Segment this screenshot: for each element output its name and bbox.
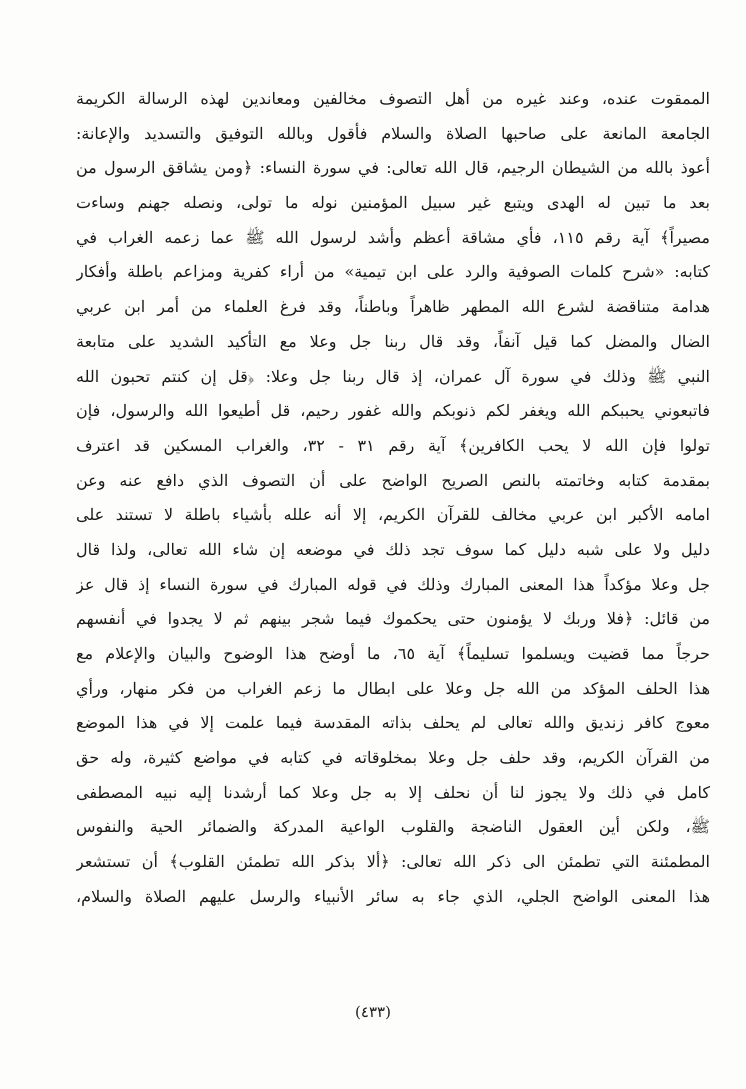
- text-line: مصيراً﴾ آية رقم ١١٥، فأي مشاقة أعظم وأشد لرسول الله ﷺ عما زعمه الغراب في: [76, 227, 710, 247]
- text-line: هدامة متناقضة لشرع الله المطهر ظاهراً وباطناً، وقد فرغ العلماء من أمر ابن عربي: [76, 297, 710, 317]
- text-line: من القرآن الكريم، وقد حلف جل وعلا بمخلوقاته في كتابه في مواضع كثيرة، وله حق: [76, 748, 710, 768]
- text-line: من قائل: ﴿فلا وربك لا يؤمنون حتى يحكموك فيما شجر بينهم ثم لا يجدوا في أنفسهم: [76, 609, 710, 629]
- text-line: دليل ولا على شبه دليل كما سوف تجد ذلك في موضعه إن شاء الله تعالى، ولذا قال: [76, 539, 710, 559]
- text-line: كامل في ذلك ولا يجوز لنا أن نحلف إلا به جل وعلا كما أرشدنا إليه نبيه المصطفى: [76, 782, 710, 802]
- text-line: الجامعة المانعة على صاحبها الصلاة والسلام فأقول وبالله التوفيق والتسديد والإعانة:: [76, 123, 710, 143]
- text-line: الممقوت عنده، وعند غيره من أهل التصوف مخالفين ومعاندين لهذه الرسالة الكريمة: [76, 89, 710, 108]
- text-line: كتابه: «شرح كلمات الصوفية والرد على ابن تيمية» من أراء كفرية ومزاعم باطلة وأفكار: [76, 262, 710, 282]
- body-text: [76, 82, 710, 915]
- text-line: فاتبعوني يحببكم الله ويغفر لكم ذنوبكم والله غفور رحيم، قل أطيعوا الله والرسول، فإن: [76, 401, 710, 421]
- text-line: جل وعلا مؤكداً هذا المعنى المبارك وذلك في قوله المبارك في سورة النساء إذ قال عز: [76, 574, 710, 594]
- text-line: بمقدمة كتابه وخاتمته بالنص الصريح الواضح على أن التصوف الذي دافع عنه وعن: [76, 470, 710, 490]
- text-line: بعد ما تبين له الهدى ويتبع غير سبيل المؤمنين نوله ما تولى، ونصله جهنم وساءت: [76, 193, 710, 213]
- text-line: أعوذ بالله من الشيطان الرجيم، قال الله تعالى: في سورة النساء: ﴿ومن يشاقق الرسول من: [76, 158, 710, 178]
- text-line: هذا الحلف المؤكد من الله جل وعلا على ابطال ما زعم الغراب من فكر منهار، ورأي: [76, 678, 710, 698]
- page-number: (٤٣٣): [355, 1003, 391, 1021]
- text-line: تولوا فإن الله لا يحب الكافرين﴾ آية رقم ٣١ - ٣٢، والغراب المسكين قد اعترف: [76, 435, 710, 455]
- text-line: ﷺ، ولكن أين العقول الناضجة والقلوب الواعية المدركة والضمائر الحية والنفوس: [76, 817, 710, 837]
- text-line: الضال والمضل كما قيل آنفاً، وقد قال ربنا جل وعلا مع التأكيد الشديد على متابعة: [76, 331, 710, 351]
- text-line: حرجاً مما قضيت ويسلموا تسليماً﴾ آية ٦٥، ما أوضح هذا الوضوح والبيان والإعلام مع: [76, 644, 710, 663]
- text-line: المطمئنة التي تطمئن الى ذكر الله تعالى: ﴿ألا بذكر الله تطمئن القلوب﴾ أن تستشعر: [76, 852, 710, 872]
- text-line: امامه الأكبر ابن عربي مخالف للقرآن الكريم، إلا أنه علله بأشياء باطلة لا تستند على: [76, 505, 710, 525]
- text-line: النبي ﷺ وذلك في سورة آل عمران، إذ قال ربنا جل وعلا: ﴿قل إن كنتم تحبون الله: [76, 366, 710, 386]
- text-line: هذا المعنى الواضح الجلي، الذي جاء به سائر الأنبياء والرسل عليهم الصلاة والسلام،: [76, 886, 710, 906]
- text-line: معوج كافر زنديق والله تعالى لم يحلف بذاته المقدسة فيما علمت إلا في هذا الموضع: [76, 713, 710, 733]
